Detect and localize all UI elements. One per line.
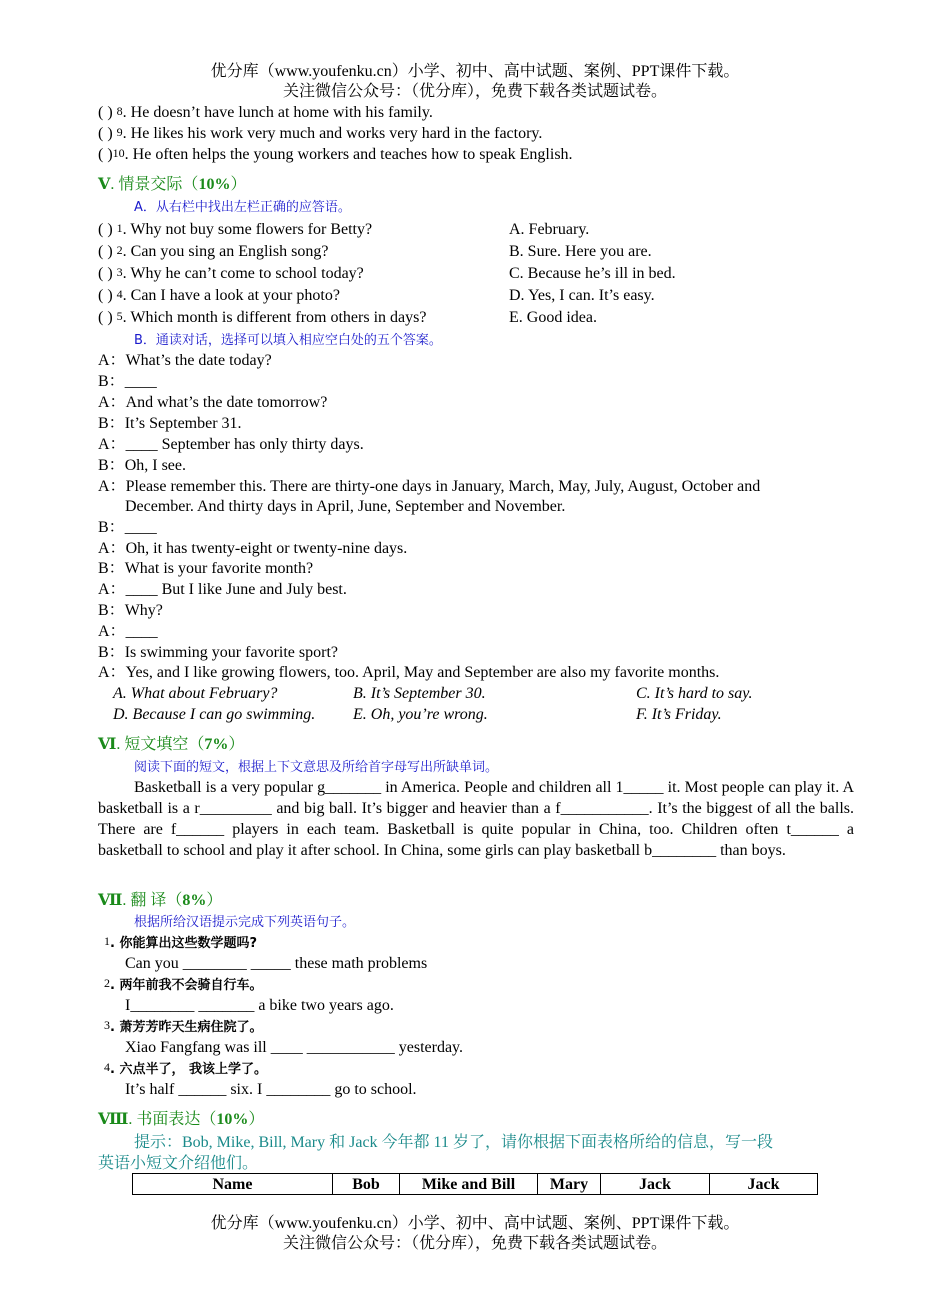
dialog-line: [98, 643, 338, 663]
table-header-cell: Mike and Bill: [400, 1174, 538, 1195]
dialog-line: [98, 414, 242, 434]
dialog-line-continued: December. And thirty days in April, June, September and November.: [125, 498, 566, 515]
speaker: A：: [98, 664, 126, 681]
section-title-close: ）: [206, 892, 223, 909]
question-row: [98, 264, 364, 284]
info-table: [132, 1173, 818, 1195]
dialog-option: B. It’s September 30.: [353, 685, 486, 702]
dialog-text: What’s the date today?: [125, 352, 272, 369]
chinese-sentence: . 你能算出这些数学题吗?: [110, 936, 258, 951]
table-header-cell: Mary: [538, 1174, 601, 1195]
answer-bracket[interactable]: ( ): [98, 104, 113, 121]
answer-bracket[interactable]: ( ): [98, 287, 113, 304]
section-number: Ⅶ: [98, 892, 123, 909]
dialog-option: E. Oh, you’re wrong.: [353, 706, 488, 723]
dialog-line: [98, 477, 760, 497]
dialog-line: [98, 456, 186, 476]
item-number: 2: [116, 243, 123, 257]
footer-line-1: 优分库（www.youfenku.cn）小学、初中、高中试题、案例、PPT课件下载。: [210, 1215, 740, 1232]
answer-bracket[interactable]: ( ): [98, 309, 113, 326]
translation-prompt: [104, 1017, 262, 1038]
speaker: A：: [98, 352, 126, 369]
question-text: . Can I have a look at your photo?: [122, 287, 340, 304]
item-number: 4: [104, 1060, 110, 1074]
translation-answer[interactable]: I________ _______ a bike two years ago.: [125, 997, 394, 1014]
item-number: 4: [116, 287, 123, 301]
chinese-sentence: . 两年前我不会骑自行车。: [110, 978, 263, 993]
dialog-option: A. What about February?: [113, 685, 278, 702]
dialog-text: It’s September 31.: [124, 415, 242, 432]
table-header-cell: Bob: [333, 1174, 400, 1195]
translation-prompt: [104, 1059, 267, 1080]
translation-answer[interactable]: It’s half ______ six. I ________ go to school.: [125, 1081, 417, 1098]
section-7-heading: [98, 891, 222, 911]
dialog-text: What is your favorite month?: [124, 560, 314, 577]
dialog-option: D. Because I can go swimming.: [113, 706, 316, 723]
table-header-cell: Name: [133, 1174, 333, 1195]
section-8-heading: [98, 1110, 264, 1130]
section-title: . 情景交际（: [110, 176, 199, 193]
answer-bracket[interactable]: ( ): [98, 243, 113, 260]
dialog-text: Is swimming your favorite sport?: [124, 644, 338, 661]
speaker: B：: [98, 415, 125, 432]
section-percent: 8%: [182, 892, 207, 909]
item-number: 9: [116, 125, 123, 139]
section-title-close: ）: [230, 176, 247, 193]
dialog-text: Please remember this. There are thirty-one days in January, March, May, July, August, October and: [125, 478, 761, 495]
section-title-close: ）: [248, 1111, 265, 1128]
question-row: [98, 308, 426, 328]
dialog-text[interactable]: ____ But I like June and July best.: [125, 581, 347, 598]
item-number: 3: [104, 1018, 110, 1032]
dialog-line: [98, 559, 313, 579]
judge-item: [98, 103, 433, 123]
answer-bracket[interactable]: ( ): [98, 221, 113, 238]
dialog-line: [98, 539, 407, 559]
translation-answer[interactable]: Can you ________ _____ these math problems: [125, 955, 428, 972]
writing-prompt-line-2: 英语小短文介绍他们。: [98, 1155, 259, 1172]
translation-prompt: [104, 933, 257, 954]
speaker: B：: [98, 373, 125, 390]
dialog-line: [98, 393, 327, 413]
dialog-line: [98, 435, 364, 455]
dialog-line: [98, 372, 157, 392]
dialog-blank[interactable]: ____: [124, 373, 157, 390]
dialog-line: [98, 351, 272, 371]
speaker: B：: [98, 644, 125, 661]
dialog-line: [98, 601, 163, 621]
item-number: 5: [116, 309, 123, 323]
item-text: . He often helps the young workers and teaches how to speak English.: [124, 146, 573, 163]
translation-prompt: [104, 975, 262, 996]
section-5-heading: [98, 175, 246, 195]
section-number: Ⅷ: [98, 1111, 129, 1128]
translation-answer[interactable]: Xiao Fangfang was ill ____ ___________ yesterday.: [125, 1039, 464, 1056]
item-number: 1: [116, 221, 123, 235]
dialog-text: Why?: [124, 602, 163, 619]
answer-option: C. Because he’s ill in bed.: [509, 265, 676, 282]
dialog-text: Oh, I see.: [124, 457, 186, 474]
question-text: . Can you sing an English song?: [122, 243, 329, 260]
section-title: . 书面表达（: [128, 1111, 217, 1128]
dialog-option: F. It’s Friday.: [636, 706, 722, 723]
speaker: B：: [98, 602, 125, 619]
question-text: . Why he can’t come to school today?: [122, 265, 364, 282]
part-b-instruction: B．通读对话，选择可以填入相应空白处的五个答案。: [134, 333, 442, 348]
dialog-text[interactable]: ____ September has only thirty days.: [125, 436, 364, 453]
answer-bracket[interactable]: ( ): [98, 146, 113, 163]
section-number: Ⅵ: [98, 736, 117, 753]
speaker: A：: [98, 478, 126, 495]
dialog-line: [98, 518, 157, 538]
answer-option: D. Yes, I can. It’s easy.: [509, 287, 655, 304]
speaker: A：: [98, 623, 126, 640]
chinese-sentence: . 萧芳芳昨天生病住院了。: [110, 1020, 263, 1035]
header-line-2: 关注微信公众号：（优分库），免费下载各类试题试卷。: [282, 83, 667, 100]
judge-item: [98, 145, 573, 165]
section-6-heading: [98, 735, 244, 755]
item-text: . He doesn’t have lunch at home with his family.: [122, 104, 433, 121]
dialog-text: Oh, it has twenty-eight or twenty-nine days.: [125, 540, 408, 557]
answer-bracket[interactable]: ( ): [98, 125, 113, 142]
item-number: 10: [112, 146, 125, 160]
speaker: B：: [98, 519, 125, 536]
answer-option: E. Good idea.: [509, 309, 597, 326]
question-text: . Why not buy some flowers for Betty?: [122, 221, 373, 238]
dialog-text: And what’s the date tomorrow?: [125, 394, 328, 411]
section-6-instruction: 阅读下面的短文，根据上下文意思及所给首字母写出所缺单词。: [134, 760, 499, 775]
speaker: A：: [98, 540, 126, 557]
table-header-cell: Jack: [601, 1174, 710, 1195]
judge-item: [98, 124, 542, 144]
speaker: A：: [98, 581, 126, 598]
dialog-option: C. It’s hard to say.: [636, 685, 753, 702]
dialog-blank[interactable]: ____: [125, 623, 158, 640]
chinese-sentence: . 六点半了， 我该上学了。: [110, 1062, 267, 1077]
section-number: Ⅴ: [98, 176, 111, 193]
section-title-close: ）: [228, 736, 245, 753]
question-text: . Which month is different from others in days?: [122, 309, 427, 326]
item-number: 3: [116, 265, 123, 279]
section-7-instruction: 根据所给汉语提示完成下列英语句子。: [134, 915, 356, 930]
section-percent: 10%: [216, 1111, 249, 1128]
speaker: A：: [98, 394, 126, 411]
dialog-text: Yes, and I like growing flowers, too. April, May and September are also my favorite months.: [125, 664, 720, 681]
header-line-1: 优分库（www.youfenku.cn）小学、初中、高中试题、案例、PPT课件下载。: [210, 63, 740, 80]
item-number: 8: [116, 104, 123, 118]
answer-option: B. Sure. Here you are.: [509, 243, 652, 260]
answer-option: A. February.: [509, 221, 590, 238]
footer-line-2: 关注微信公众号：（优分库），免费下载各类试题试卷。: [282, 1235, 667, 1252]
dialog-line: [98, 663, 719, 683]
section-percent: 7%: [204, 736, 229, 753]
dialog-line: [98, 580, 347, 600]
item-text: . He likes his work very much and works very hard in the factory.: [122, 125, 543, 142]
section-title: . 短文填空（: [116, 736, 205, 753]
item-number: 2: [104, 976, 110, 990]
item-number: 1: [104, 934, 110, 948]
speaker: A：: [98, 436, 126, 453]
dialog-blank[interactable]: ____: [124, 519, 157, 536]
cloze-passage: Basketball is a very popular g_______ in America. People and children all 1_____ it. Most people can play it. A basketball is a r_________ and big ball. It’s bigger and heavier than a f___________. It’s the biggest of all the balls. There are f______ players in each team. Basketball is quite popular in China, too. Children often t______ a basketball to school and play it after school. In China, some girls can play basketball b________ than boys.: [98, 779, 854, 859]
speaker: B：: [98, 457, 125, 474]
part-a-instruction: A．从右栏中找出左栏正确的应答语。: [134, 200, 351, 215]
section-title: . 翻 译（: [122, 892, 183, 909]
writing-prompt-line-1: 提示：Bob, Mike, Bill, Mary 和 Jack 今年都 11 岁了，请你根据下面表格所给的信息，写一段: [134, 1134, 773, 1151]
table-header-row: [133, 1174, 818, 1195]
answer-bracket[interactable]: ( ): [98, 265, 113, 282]
question-row: [98, 242, 328, 262]
question-row: [98, 220, 372, 240]
table-header-cell: Jack: [710, 1174, 818, 1195]
dialog-line: [98, 622, 158, 642]
speaker: B：: [98, 560, 125, 577]
question-row: [98, 286, 340, 306]
section-percent: 10%: [198, 176, 231, 193]
